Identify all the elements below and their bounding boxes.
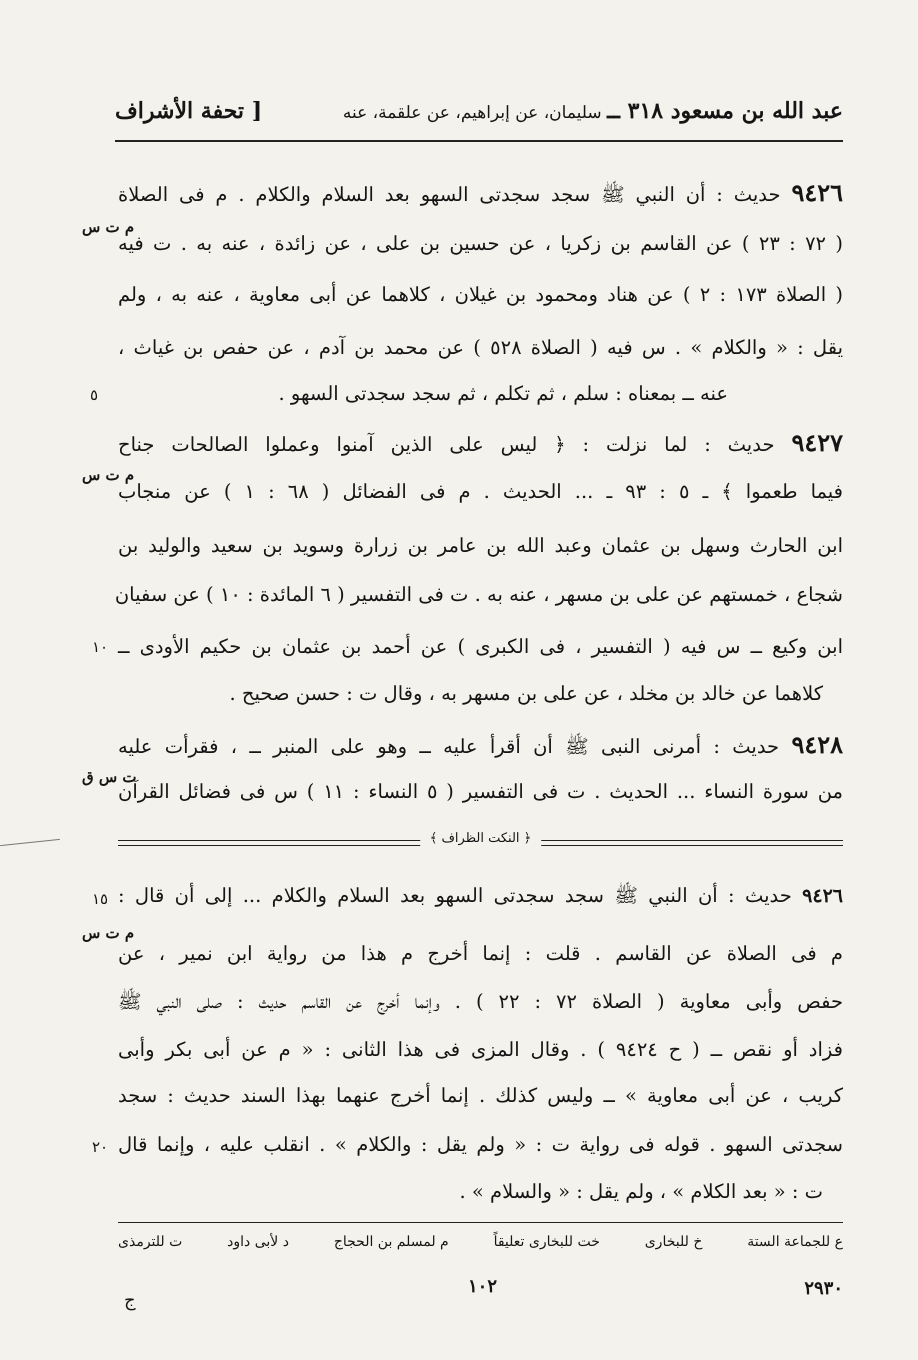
hadith-number: ٩٤٢٨ (791, 730, 844, 759)
abbreviation-item: خت للبخارى تعليقاً (493, 1234, 600, 1250)
page-number: ١٠٢ (468, 1276, 498, 1297)
section-separator (118, 830, 843, 854)
nukat-line: ٩٤٢٦ حديث : أن النبي ﷺ سجد سجدتى السهو بعد السلام والكلام ... إلى أن قال : (118, 884, 843, 907)
running-head-chain: سليمان، عن إبراهيم، عن علقمة، عنه (342, 103, 608, 123)
margin-line-number: ٢٠ (92, 1138, 109, 1156)
abbreviation-item: خ للبخارى (644, 1234, 703, 1250)
separator-label: ﴿ النكت الظراف ﴾ (420, 831, 542, 846)
nukat-line: فزاد أو نقص ــ ( ح ٩٤٢٤ ) . وقال المزى فى هذا الثانى : « م عن أبى بكر وأبى (118, 1038, 843, 1061)
hadith-line: ابن الحارث وسهل بن عثمان وعبد الله بن عامر بن زرارة وسويد بن سعيد والوليد بن (118, 534, 843, 557)
hadith-number: ٩٤٢٦ (802, 885, 843, 907)
abbreviation-key (118, 1234, 843, 1250)
nukat-line: كريب ، عن أبى معاوية » ــ وليس كذلك . إنما أخرج عنهما بهذا السند حديث : سجد (118, 1084, 843, 1107)
abbreviation-item: م لمسلم بن الحجاج (333, 1234, 449, 1250)
running-head-left: [ تحفة الأشراف (115, 98, 263, 124)
hadith-line: من سورة النساء ... الحديث . ت فى التفسير ( ٥ النساء : ١١ ) س فى فضائل القرآن (118, 780, 843, 803)
hadith-line: ( الصلاة ١٧٣ : ٢ ) عن هناد ومحمود بن غيلان ، كلاهما عن أبى معاوية ، عنه به ، ولم (118, 283, 843, 306)
nukat-line: ت : « بعد الكلام » ، ولم يقل : « والسلام » . (459, 1180, 823, 1203)
volume-letter: ج (124, 1290, 136, 1311)
abbreviation-item: ت للترمذى (118, 1234, 183, 1250)
margin-line-number: ١٥ (92, 890, 109, 908)
nukat-line: سجدتى السهو . قوله فى رواية ت : « ولم يقل : والكلام » . انقلب عليه ، وإنما قال (118, 1133, 843, 1156)
hadith-line: شجاع ، خمستهم عن على بن مسهر ، عنه به . ت فى التفسير ( ٦ المائدة : ١٠ ) عن سفيان (114, 583, 843, 606)
hadith-sigla: م ت س (82, 924, 135, 942)
footer-rule (118, 1222, 843, 1223)
hadith-sigla: م ت س (82, 466, 135, 484)
abbreviation-item: د لأبى داود (227, 1234, 289, 1250)
margin-line-number: ٥ (90, 386, 99, 404)
hadith-line: كلاهما عن خالد بن مخلد ، عن على بن مسهر به ، وقال ت : حسن صحيح . (229, 682, 823, 705)
nukat-line: م فى الصلاة عن القاسم . قلت : إنما أخرج م هذا من رواية ابن نمير ، عن (118, 942, 843, 965)
hadith-line: عنه ــ بمعناه : سلم ، ثم تكلم ، ثم سجد سجدتى السهو . (278, 382, 728, 405)
hadith-number: ٩٤٢٧ (791, 428, 843, 457)
running-head-title: عبد الله بن مسعود ٣١٨ ــ (607, 98, 843, 124)
hadith-line: ٩٤٢٦ حديث : أن النبي ﷺ سجد سجدتى السهو بعد السلام والكلام . م فى الصلاة (118, 178, 844, 207)
hadith-line: ٩٤٢٨ حديث : أمرنى النبى ﷺ أن أقرأ عليه ــ وهو على المنبر ــ ، فقرأت عليه (118, 730, 844, 759)
hadith-line: ابن وكيع ــ س فيه ( التفسير ، فى الكبرى ) عن أحمد بن عثمان بن حكيم الأودى ــ (118, 635, 843, 658)
running-head-right (343, 98, 843, 124)
hadith-line: ٩٤٢٧ حديث : لما نزلت : ﴿ ليس على الذين آمنوا وعملوا الصالحات جناح (118, 428, 843, 457)
hadith-line: فيما طعموا ﴾ ـ ٥ : ٩٣ ـ ... الحديث . م فى الفضائل ( ٦٨ : ١ ) عن منجاب (118, 480, 843, 503)
abbreviation-item: ع للجماعة الستة (747, 1234, 843, 1250)
hadith-line: ( ٧٢ : ٢٣ ) عن القاسم بن زكريا ، عن حسين بن على ، عن زائدة ، عنه به . ت فيه (118, 232, 843, 255)
header-rule (115, 140, 843, 142)
margin-line-number: ١٠ (92, 638, 109, 656)
nukat-line: حفص وأبى معاوية ( الصلاة ٧٢ : ٢٢ ) . وإنما أخرج عن القاسم حديث : صلى النبي ﷺ (118, 990, 843, 1013)
hadith-sigla: ت س ق (82, 768, 137, 786)
hadith-line: يقل : « والكلام » . س فيه ( الصلاة ٥٢٨ ) عن محمد بن آدم ، عن حفص بن غياث ، (118, 336, 843, 359)
total-number: ٢٩٣٠ (804, 1278, 843, 1299)
hadith-sigla: م ت س (82, 218, 135, 236)
scan-mark (0, 839, 60, 846)
hadith-number: ٩٤٢٦ (791, 178, 844, 207)
